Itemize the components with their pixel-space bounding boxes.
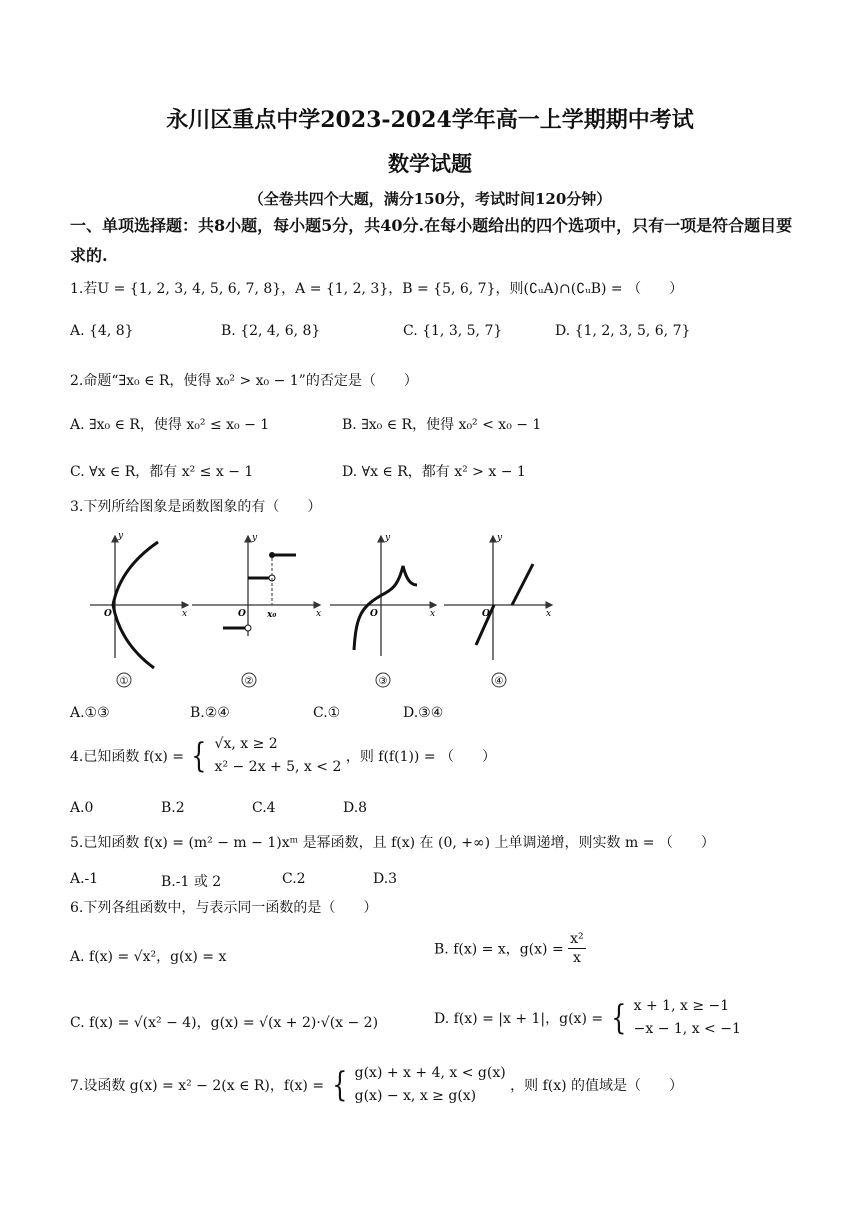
- q6-option-b-fraction: [568, 930, 586, 967]
- q7-post: ，则 f(x) 的值域是（ ）: [510, 1078, 684, 1094]
- q5-option-a: A.-1: [70, 871, 99, 887]
- q1-option-d: D. {1, 2, 3, 5, 6, 7}: [555, 323, 691, 339]
- graph-2-x0: x₀: [267, 610, 277, 620]
- q4-option-c: C.4: [252, 800, 276, 816]
- q7-case1: g(x) + x + 4, x < g(x): [354, 1065, 506, 1081]
- exam-note: （全卷共四个大题，满分150分，考试时间120分钟）: [248, 190, 612, 208]
- graph-2: [192, 533, 321, 687]
- exam-subtitle: 数学试题: [388, 151, 472, 176]
- q2-option-c: C. ∀x ∈ R，都有 x² ≤ x − 1: [70, 464, 254, 480]
- graph-3-origin: O: [370, 609, 378, 619]
- graph-1: [90, 531, 188, 687]
- graph-2-x-label: x: [316, 609, 322, 619]
- graph-3: [330, 533, 436, 687]
- q4-option-a: A.0: [70, 800, 94, 816]
- graph-3-x-label: x: [430, 609, 436, 619]
- graph-1-label: ①: [119, 676, 129, 687]
- q6-b-denominator: x: [572, 950, 581, 966]
- q4-case2: x² − 2x + 5, x < 2: [214, 759, 342, 775]
- graph-4-x-label: x: [546, 609, 552, 619]
- q1-option-b: B. {2, 4, 6, 8}: [221, 323, 321, 339]
- q2-stem: 2.命题“∃x₀ ∈ R，使得 x₀² > x₀ − 1”的否定是（ ）: [70, 373, 418, 389]
- graph-1-origin: O: [104, 609, 112, 619]
- q3-option-c: C.①: [313, 705, 341, 721]
- q6-option-b: [434, 930, 586, 967]
- graph-4: [444, 533, 552, 687]
- section-heading: 一、单项选择题：共8小题，每小题5分，共40分.在每小题给出的四个选项中，只有一项是符合题目要求的.: [70, 216, 793, 265]
- q6-stem: 6.下列各组函数中，与表示同一函数的是（ ）: [70, 900, 378, 916]
- function-graphs: [80, 528, 560, 693]
- graph-2-origin: O: [238, 609, 246, 619]
- q7-stem: 7.设函数 g(x) = x² − 2(x ∈ R)，f(x) = { g(x) + x + 4, x < g(x) g(x) − x, x ≥ g(x) ，则 f(x) 的值域是（ ）: [70, 1062, 683, 1108]
- graph-2-label: ②: [244, 676, 254, 687]
- q1-option-c: C. {1, 3, 5, 7}: [403, 323, 503, 339]
- q7-pre: 7.设函数 g(x) = x² − 2(x ∈ R)，f(x) =: [70, 1078, 325, 1094]
- q3-option-d: D.③④: [403, 705, 444, 721]
- q6-b-numerator: x²: [570, 931, 584, 947]
- graph-4-origin: O: [482, 609, 490, 619]
- graph-4-y-label: y: [497, 533, 503, 543]
- graph-3-y-label: y: [385, 533, 391, 543]
- q7-cases: [355, 1062, 506, 1108]
- q6-option-d-text: D. f(x) = |x + 1|，g(x) =: [434, 1011, 604, 1027]
- q6-option-b-text: B. f(x) = x，g(x) =: [434, 941, 564, 958]
- q3-stem: 3.下列所给图象是函数图象的有（ ）: [70, 499, 322, 515]
- q2-option-b: B. ∃x₀ ∈ R，使得 x₀² < x₀ − 1: [342, 417, 542, 433]
- q3-option-a: A.①③: [70, 705, 110, 721]
- q5-stem: 5.已知函数 f(x) = (m² − m − 1)xᵐ 是幂函数，且 f(x) 在 (0, +∞) 上单调递增，则实数 m = （ ）: [70, 835, 715, 851]
- q2-option-a: A. ∃x₀ ∈ R，使得 x₀² ≤ x₀ − 1: [70, 417, 270, 433]
- q2-option-d: D. ∀x ∈ R，都有 x² > x − 1: [342, 464, 526, 480]
- q5-option-c: C.2: [282, 871, 306, 887]
- graph-2-y-label: y: [252, 533, 258, 543]
- q7-case2: g(x) − x, x ≥ g(x): [354, 1088, 477, 1104]
- q6-d-cases: [634, 995, 741, 1041]
- q6-option-d: D. f(x) = |x + 1|，g(x) = { x + 1, x ≥ −1 −x − 1, x < −1: [434, 995, 741, 1041]
- q1-option-a: A. {4, 8}: [70, 323, 134, 339]
- q6-d-case2: −x − 1, x < −1: [633, 1021, 741, 1037]
- graph-1-x-label: x: [182, 609, 188, 619]
- q4-post: ，则 f(f(1)) = （ ）: [345, 749, 497, 765]
- q4-stem: 4.已知函数 f(x) = { √x, x ≥ 2 x² − 2x + 5, x < 2 ，则 f(f(1)) = （ ）: [70, 733, 496, 779]
- q3-option-b: B.②④: [190, 705, 230, 721]
- q6-d-case1: x + 1, x ≥ −1: [633, 998, 730, 1014]
- q1-stem: 1.若U = {1, 2, 3, 4, 5, 6, 7, 8}，A = {1, 2, 3}，B = {5, 6, 7}，则(∁ᵤA)∩(∁ᵤB) = （ ）: [70, 281, 684, 297]
- q6-option-a: A. f(x) = √x²，g(x) = x: [70, 949, 227, 965]
- q6-option-c: C. f(x) = √(x² − 4)，g(x) = √(x + 2)·√(x − 2): [70, 1015, 379, 1031]
- q4-option-d: D.8: [343, 800, 368, 816]
- q4-case1: √x, x ≥ 2: [214, 736, 278, 752]
- graph-3-label: ③: [378, 676, 388, 687]
- graph-4-label: ④: [494, 676, 504, 687]
- graph-1-y-label: y: [118, 531, 124, 541]
- q4-cases: [215, 733, 342, 779]
- q4-option-b: B.2: [161, 800, 185, 816]
- q5-option-b: B.-1 或 2: [161, 874, 222, 890]
- q4-pre: 4.已知函数 f(x) =: [70, 749, 184, 765]
- exam-title: 永川区重点中学2023-2024学年高一上学期期中考试: [166, 107, 694, 133]
- q5-option-d: D.3: [373, 871, 398, 887]
